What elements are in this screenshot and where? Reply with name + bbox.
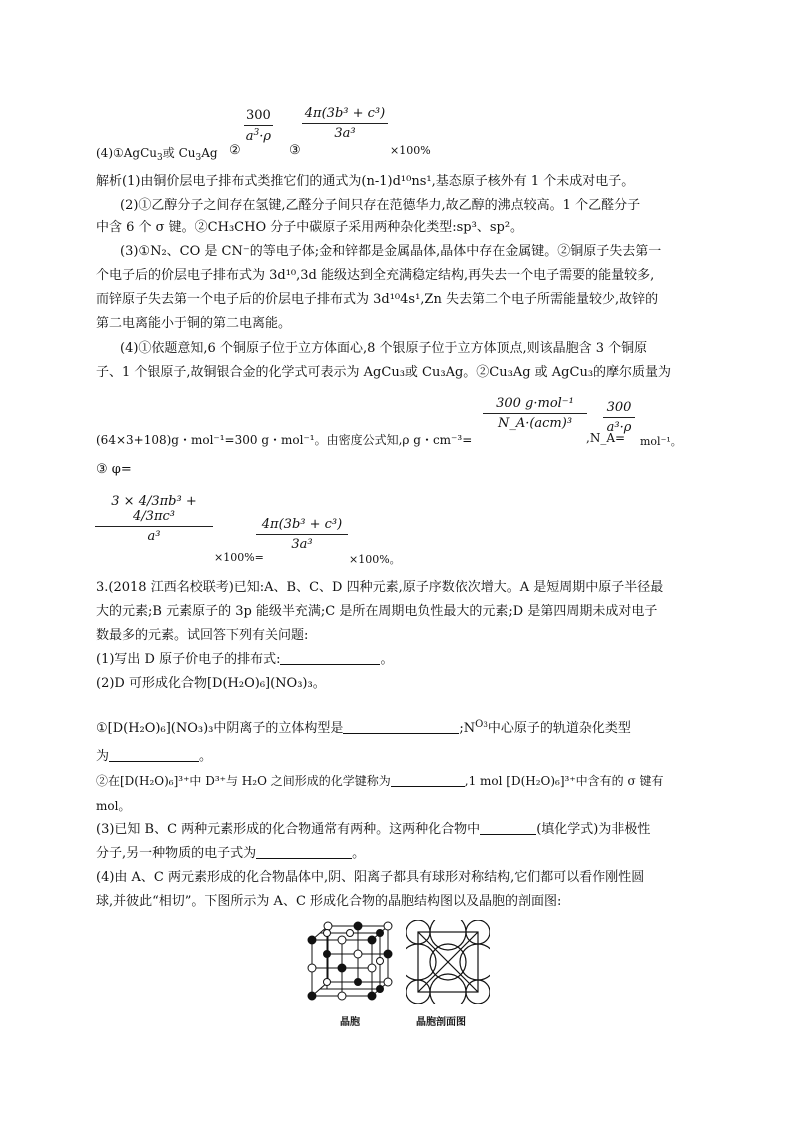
na-label: ,N_A= — [586, 431, 626, 445]
fraction-packing-result: $\frac{\text{4π(3b³ + c³)}}{\text{3a³}}$ — [256, 517, 348, 552]
fraction-packing-expanded: $\frac{\text{3 × 4/3πb³ + 4/3πc³}}{\text{a³}}$ — [95, 494, 213, 544]
circle-2: ② — [229, 143, 241, 158]
q3-line-7: 为 。 — [96, 749, 213, 764]
answer-blank-5[interactable] — [480, 834, 536, 835]
analysis-line-1: 解析(1)由铜价层电子排布式类推它们的通式为(n-1)d¹⁰ns¹,基态原子核外有 1 个未成对电子。 — [96, 174, 635, 189]
analysis-line-2: (2)①乙醇分子之间存在氢键,乙醛分子间只存在范德华力,故乙醇的沸点较高。1 个乙醛分子 — [120, 198, 641, 213]
answer-blank-1[interactable] — [280, 664, 380, 665]
answer-4-label: (4)①AgCu$_3$或 $Cu_3Ag$ — [96, 146, 218, 163]
q3-line-9: mol。 — [96, 799, 131, 813]
mol-unit: mol⁻¹。 — [640, 435, 682, 448]
caption-cross-section: 晶胞剖面图 — [416, 1017, 466, 1028]
unit-cell-figure — [306, 920, 394, 1002]
analysis-line-4: (3)①N₂、CO 是 CN⁻的等电子体;金和锌都是金属晶体,晶体中存在金属键。②铜原子失去第一 — [120, 244, 662, 259]
analysis-line-8: (4)①依题意知,6 个铜原子位于立方体面心,8 个银原子位于立方体顶点,则该晶胞含 3 个铜原 — [120, 341, 648, 356]
answer-blank-2[interactable] — [343, 733, 459, 734]
analysis-line-5: 个电子后的价层电子排布式为 3d¹⁰,3d 能级达到全充满稳定结构,再失去一个电子需要的能量较多, — [96, 268, 655, 283]
answer-blank-6[interactable] — [256, 858, 352, 859]
caption-unit-cell: 晶胞 — [340, 1017, 360, 1028]
q3-line-3: 数最多的元素。试回答下列有关问题: — [96, 628, 309, 643]
percent-end: ×100%。 — [349, 553, 401, 566]
circle-3: ③ — [289, 143, 301, 158]
q3-line-8: ②在[D(H₂O)₆]³⁺中 D³⁺与 H₂O 之间形成的化学键称为 ,1 mol [D(H₂O)₆]³⁺中含有的 σ 键有 — [96, 774, 664, 788]
q3-line-4: (1)写出 D 原子价电子的排布式: 。 — [96, 652, 394, 667]
fraction-packing: $\frac{\text{4π(3b³ + c³)}}{\text{3a³}}$ — [302, 106, 388, 141]
q3-line-5: (2)D 可形成化合物[D(H₂O)₆](NO₃)₃。 — [96, 676, 326, 691]
q3-line-1: 3.(2018 江西名校联考)已知:A、B、C、D 四种元素,原子序数依次增大。A 是短周期中原子半径最 — [96, 580, 664, 595]
answer-blank-3[interactable] — [109, 761, 199, 762]
answer-blank-4[interactable] — [391, 786, 465, 787]
q3-line-11: 分子,另一种物质的电子式为 。 — [96, 846, 366, 861]
analysis-line-11: ③ φ= — [96, 462, 132, 477]
cross-section-figure — [406, 920, 490, 1004]
analysis-line-10: (64×3+108)g・mol⁻¹=300 g・mol⁻¹。由密度公式知,ρ g・cm⁻³= — [96, 433, 473, 447]
percent-label: ×100% — [390, 144, 431, 157]
q3-line-13: 球,并彼此“相切”。下图所示为 A、C 形成化合物的晶胞结构图以及晶胞的剖面图: — [96, 894, 562, 909]
fraction-na: $\frac{300}{\text{a³·ρ}}$ — [603, 400, 635, 435]
analysis-line-7: 第二电离能小于铜的第二电离能。 — [96, 316, 292, 331]
q3-line-2: 大的元素;B 元素原子的 3p 能级半充满;C 是所在周期电负性最大的元素;D 是第四周期未成对电子 — [96, 604, 658, 619]
q3-line-6: ①[D(H₂O)₆](NO₃)₃中阴离子的立体构型是 $;N^{O3}$中心原子的轨道杂化类型 — [96, 719, 631, 736]
q3-line-10: (3)已知 B、C 两种元素形成的化合物通常有两种。这两种化合物中 (填化学式)为非极性 — [96, 822, 651, 837]
analysis-line-3: 中含 6 个 σ 键。②CH₃CHO 分子中碳原子采用两种杂化类型:sp³、sp²。 — [96, 220, 524, 235]
fraction-density-formula: 300 g·mol⁻¹ N_A·(acm)³ — [483, 396, 587, 431]
q3-line-12: (4)由 A、C 两元素形成的化合物晶体中,阴、阳离子都具有球形对称结构,它们都可以看作刚性圆 — [96, 870, 645, 885]
percent-equals: ×100%= — [214, 551, 264, 564]
analysis-line-9: 子、1 个银原子,故铜银合金的化学式可表示为 AgCu₃或 Cu₃Ag。②Cu₃Ag 或 AgCu₃的摩尔质量为 — [96, 365, 672, 380]
fraction-density: $\frac{300}{a^3\cdot\rho}$ — [245, 108, 272, 144]
analysis-line-6: 而锌原子失去第一个电子后的价层电子排布式为 3d¹⁰4s¹,Zn 失去第二个电子所需能量较少,故锌的 — [96, 292, 659, 307]
